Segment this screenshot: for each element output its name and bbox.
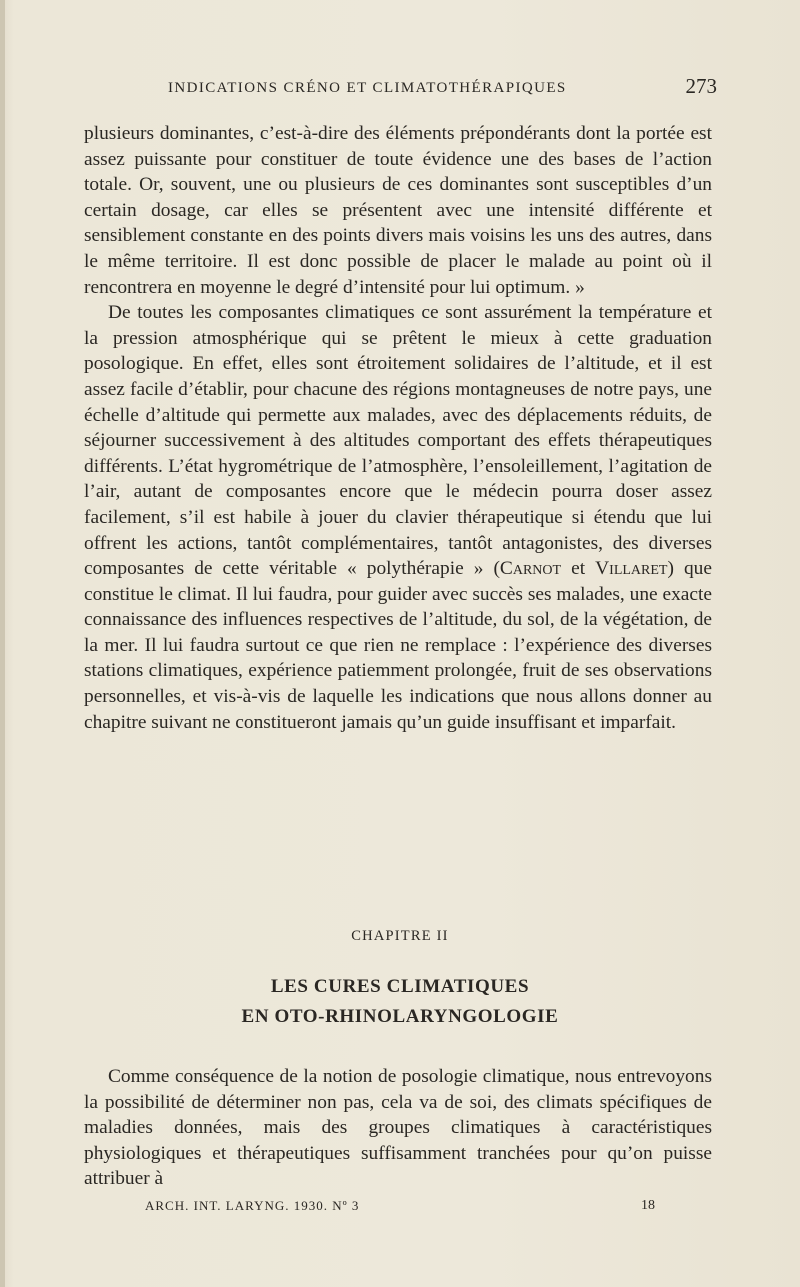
paragraph-climatic-components <box>84 300 712 735</box>
chapter-title-line-1: LES CURES CLIMATIQUES <box>270 976 530 997</box>
running-title: INDICATIONS CRÉNO ET CLIMATOTHÉRAPIQUES <box>168 80 567 96</box>
chapter-intro-text <box>84 1064 712 1192</box>
chapter-title <box>0 972 800 1032</box>
paragraph-text-c: ) que constitue le climat. Il lui faudra, pour guider avec succès ses malades, une exacte connaissance des influences respectives de l’altitude, du sol, de la végétation, de la mer. Il lui faudra surtout ce que rien ne remplace : l’expérience des diverses stations climatiques, expérience patiemment prolongée, fruit de ses observations personnelles, et vis-à-vis de laquelle les indications que nous allons donner au chapitre suivant ne constitueront jamais qu’un guide insuffisant et imparfait. <box>84 558 712 733</box>
author-villaret: Villaret <box>595 558 668 580</box>
page-spine-edge <box>0 0 5 1287</box>
chapter-title-line-2: EN OTO-RHINOLARYNGOLOGIE <box>241 1006 559 1027</box>
page-number: 273 <box>685 74 717 98</box>
paragraph-continuation: plusieurs dominantes, c’est-à-dire des éléments prépondérants dont la portée est assez puissante pour constituer de toute évidence une des bases de l’action totale. Or, souvent, une ou plusieurs de ces dominantes sont susceptibles d’un certain dosage, car elles se présentent avec une intensité différente et sensiblement constante en des points divers mais voisins les uns des autres, dans le même territoire. Il est donc possible de placer le malade au point où il rencontrera en moyenne le degré d’intensité pour lui optimum. » <box>84 123 712 298</box>
footer-signature-mark: 18 <box>641 1198 655 1213</box>
paragraph-posology: Comme conséquence de la notion de posologie climatique, nous entrevoyons la possibilité de déterminer non pas, cela va de soi, des climats spécifiques de maladies données, mais des groupes climatiques à caractéristiques physiologiques et thérapeutiques suffisamment tranchées pour qu’on puisse attribuer à <box>84 1066 712 1190</box>
body-text <box>84 121 712 735</box>
page-footer <box>145 1198 655 1222</box>
chapter-label: CHAPITRE II <box>351 928 449 944</box>
author-carnot: Carnot <box>499 558 562 580</box>
running-head <box>83 74 717 104</box>
paragraph-text-b: et <box>561 558 596 580</box>
footer-journal-ref: ARCH. INT. LARYNG. 1930. Nº 3 <box>145 1198 360 1213</box>
paragraph-text-a: De toutes les composantes climatiques ce sont assurément la température et la pression atmosphérique qui se prêtent le mieux à cette graduation posologique. En effet, elles sont étroitement solidaires de l’altitude, et il est assez facile d’établir, pour chacune des régions montagneuses de notre pays, une échelle d’altitude qui permette aux malades, avec des déplacements réduits, de séjourner successivement à des altitudes comportant des effets thérapeutiques différents. L’état hygrométrique de l’atmosphère, l’ensoleillement, l’agitation de l’air, autant de composantes encore que le médecin pourra doser assez facilement, s’il est habile à jouer du clavier thérapeutique si étendu que lui offrent les actions, tantôt complémentaires, tantôt antagonistes, des diverses composantes de cette véritable « polythérapie » ( <box>84 302 712 580</box>
